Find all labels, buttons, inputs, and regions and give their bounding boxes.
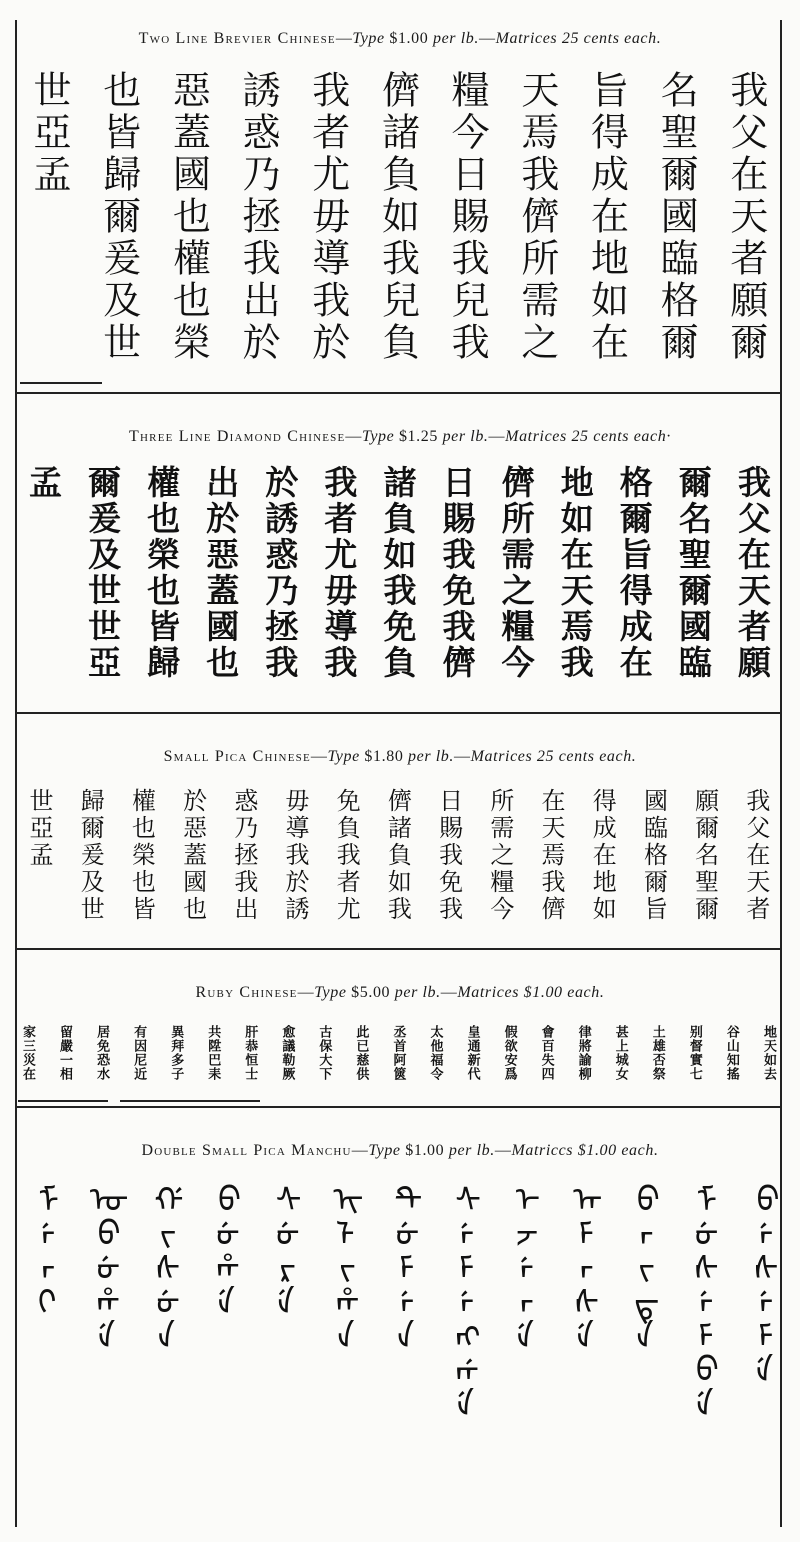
- char-column: 願爾名聖爾: [690, 788, 719, 923]
- section-divider: [17, 1106, 780, 1108]
- per-lb: per lb.: [394, 984, 441, 1001]
- char-column: 免負我者尤: [332, 788, 361, 923]
- char-column: 得成在地如: [588, 788, 617, 923]
- char-column: 律將諭柳: [575, 1025, 591, 1081]
- char-column: 爾爰及世世亞: [83, 465, 123, 681]
- char-column: 日賜我免我: [434, 788, 463, 923]
- char-column: 我父在天者: [741, 788, 770, 923]
- char-column: 古保大下: [316, 1025, 332, 1081]
- matrices-label: Matrices: [470, 748, 533, 765]
- char-column: 假欲安爲: [501, 1025, 517, 1081]
- column-end-rule: [120, 1100, 260, 1102]
- per-lb: per lb.: [448, 1142, 495, 1159]
- script-column: ᠪᠠᡳᡨᠠ: [617, 1182, 658, 1352]
- char-column: 地如在天焉我: [555, 465, 595, 681]
- char-column: 世亞孟: [25, 788, 53, 869]
- char-column: 家三災在: [20, 1025, 35, 1081]
- type-label: Type: [314, 984, 347, 1001]
- char-column: 儕諸負如我: [383, 788, 412, 923]
- left-frame-rule: [15, 20, 17, 1527]
- char-column: 此已慈供: [353, 1025, 369, 1081]
- type-price: $1.25: [398, 428, 438, 445]
- type-price: $5.00: [351, 984, 391, 1001]
- type-label: Type: [327, 748, 360, 765]
- per-lb: per lb.: [442, 428, 489, 445]
- char-column: 谷山知搖: [723, 1025, 739, 1081]
- char-column: 歸爾爰及世: [76, 788, 105, 923]
- char-column: 誘惑乃拯我出於: [236, 70, 281, 364]
- char-column: 世亞孟: [27, 70, 71, 196]
- script-column: ᠪᡝᠰᡝᠮᡝ: [736, 1182, 777, 1386]
- column-end-rule: [18, 1100, 108, 1102]
- char-column: 異拜多子: [168, 1025, 184, 1081]
- char-column: 諸負如我免負: [378, 465, 418, 681]
- matrices-price: 25 cents each.: [561, 30, 662, 47]
- script-column: ᠠᠮᠠᠰᡝ: [557, 1182, 598, 1352]
- script-column: ᡨᡠᠮᡝᠨ: [377, 1182, 418, 1352]
- script-column: ᠰᡠᡵᡝ: [258, 1182, 299, 1318]
- char-column: 愈議勒厥: [279, 1025, 295, 1081]
- char-column: 爾名聖爾國臨: [673, 465, 713, 681]
- type-label: Type: [352, 30, 385, 47]
- chinese-specimen-three-line-diamond: [20, 465, 776, 705]
- char-column: 格爾旨得成在: [614, 465, 654, 681]
- section-divider: [17, 712, 780, 714]
- per-lb: per lb.: [408, 748, 455, 765]
- script-column: ᠮᡠᠰᡝᠮᠪᡝ: [677, 1182, 718, 1420]
- char-column: 留嚴一相: [57, 1025, 73, 1081]
- chinese-specimen-ruby: [18, 1025, 778, 1125]
- char-column: 我者尤毋導我於: [305, 70, 350, 364]
- char-column: 地天如去: [760, 1025, 776, 1081]
- char-column: 肝恭恒士: [242, 1025, 258, 1081]
- char-column: 名聖爾國臨格爾: [654, 70, 699, 364]
- char-column: 别督實七: [686, 1025, 702, 1081]
- char-column: 共陞巴耒: [205, 1025, 221, 1081]
- matrices-label: Matrices: [495, 30, 558, 47]
- matrices-price: 25 cents each·: [571, 428, 671, 445]
- caption-small-pica-chinese: Small Pica Chinese—Type $1.80 per lb.—Matrices 25 cents each.: [163, 748, 637, 765]
- char-column: 太他福令: [427, 1025, 443, 1081]
- section-name: Three Line Diamond Chinese: [129, 428, 346, 445]
- type-price: $1.00: [389, 30, 429, 47]
- char-column: 惑乃拯我出: [229, 788, 258, 923]
- caption-ruby-chinese: Ruby Chinese—Type $5.00 per lb.—Matrices $1.00 each.: [195, 984, 605, 1001]
- char-column: 丞首阿篋: [390, 1025, 406, 1081]
- char-column: 土雄否祭: [649, 1025, 665, 1081]
- char-column: 日賜我免我儕: [437, 465, 477, 681]
- script-column: ᠣᠪᡠᡥᡝ: [78, 1182, 119, 1352]
- char-column: 我者尤毋導我: [319, 465, 359, 681]
- column-end-rule: [20, 382, 102, 384]
- char-column: 儕諸負如我兒負: [375, 70, 420, 364]
- char-column: 孟: [24, 465, 63, 501]
- chinese-specimen-two-line-brevier: [22, 70, 774, 400]
- script-column: ᡳᠯᡳᡥᠠ: [318, 1182, 359, 1352]
- section-divider: [17, 948, 780, 950]
- section-name: Ruby Chinese: [195, 984, 298, 1001]
- script-column: ᡝᠵᡝᠨᡝ: [497, 1182, 538, 1352]
- caption-three-line-diamond: Three Line Diamond Chinese—Type $1.25 per lb.—Matrices 25 cents each·: [129, 428, 671, 445]
- caption-two-line-brevier: Two Line Brevier Chinese—Type $1.00 per lb.—Matrices 25 cents each.: [138, 30, 662, 47]
- matrices-price: $1.00 each.: [523, 984, 605, 1001]
- matrices-price: $1.00 each.: [577, 1142, 659, 1159]
- section-name: Double Small Pica Manchu: [141, 1142, 352, 1159]
- char-column: 於惡蓋國也: [178, 788, 207, 923]
- matrices-label: Matrices: [505, 428, 567, 445]
- type-label: Type: [368, 1142, 401, 1159]
- right-frame-rule: [780, 20, 782, 1527]
- char-column: 所需之糧今: [485, 788, 514, 923]
- matrices-label: Matriccs: [511, 1142, 574, 1159]
- char-column: 儕所需之糧今: [496, 465, 536, 681]
- type-price: $1.80: [364, 748, 404, 765]
- script-column: ᡤᡳᠰᡠᠨ: [138, 1182, 179, 1352]
- char-column: 我父在天者願爾: [723, 70, 768, 364]
- char-column: 有因尼近: [131, 1025, 147, 1081]
- manchu-specimen-double-small-pica: [19, 1182, 777, 1522]
- char-column: 權也榮也皆歸: [142, 465, 182, 681]
- script-column: ᠮᡝᠨᡳ: [19, 1182, 59, 1318]
- char-column: 於誘惑乃拯我: [260, 465, 300, 681]
- script-column: ᠪᡠᡥᡝ: [198, 1182, 239, 1318]
- type-label: Type: [362, 428, 395, 445]
- type-price: $1.00: [405, 1142, 445, 1159]
- char-column: 惡蓋國也權也榮: [166, 70, 211, 364]
- chinese-specimen-small-pica: [22, 788, 774, 948]
- char-column: 會百失四: [538, 1025, 554, 1081]
- section-name: Two Line Brevier Chinese: [138, 30, 336, 47]
- char-column: 旨得成在地如在: [584, 70, 629, 364]
- char-column: 毋導我於誘: [281, 788, 310, 923]
- matrices-label: Matrices: [457, 984, 520, 1001]
- char-column: 也皆歸爾爰及世: [96, 70, 141, 364]
- matrices-price: 25 cents each.: [536, 748, 637, 765]
- char-column: 在天焉我儕: [537, 788, 566, 923]
- char-column: 皇通新代: [464, 1025, 480, 1081]
- char-column: 權也榮也皆: [127, 788, 156, 923]
- char-column: 居免恐水: [94, 1025, 110, 1081]
- char-column: 糧今日賜我兒我: [445, 70, 490, 364]
- section-name: Small Pica Chinese: [163, 748, 311, 765]
- caption-double-small-pica-manchu: Double Small Pica Manchu—Type $1.00 per lb.—Matriccs $1.00 each.: [141, 1142, 659, 1159]
- char-column: 出於惡蓋國也: [201, 465, 241, 681]
- script-column: ᠰᡝᠮᡝᠩᡤᡝ: [437, 1182, 478, 1420]
- char-column: 我父在天者願: [732, 465, 772, 681]
- per-lb: per lb.: [432, 30, 479, 47]
- char-column: 國臨格爾旨: [639, 788, 668, 923]
- section-divider: [17, 392, 780, 394]
- char-column: 甚上城女: [612, 1025, 628, 1081]
- char-column: 天焉我儕所需之: [514, 70, 559, 364]
